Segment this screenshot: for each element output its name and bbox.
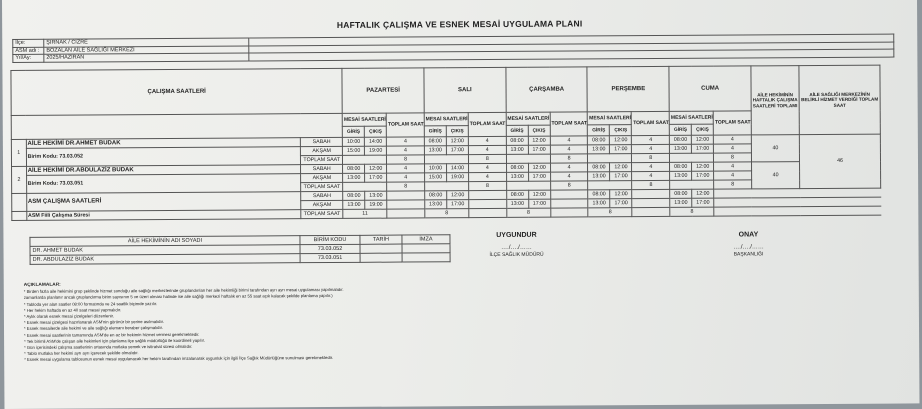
- header-mesai-saatleri: MESAİ SAATLERİ: [669, 111, 713, 124]
- sabah-total: 4: [387, 137, 425, 146]
- asm-day-total: 8: [588, 208, 632, 217]
- sabah-giris: 08:00: [670, 135, 692, 144]
- asm-gap: [752, 206, 881, 216]
- header-toplam-saat: TOPLAM SAAT: [713, 111, 751, 135]
- date-cell: [360, 244, 402, 253]
- doctor-signature-table: [29, 234, 450, 265]
- header-weekly-total: AİLE HEKİMİNİN HAFTALIK ÇALIŞMA SAATLERİ TOPLAMI: [751, 66, 800, 135]
- sabah-label: SABAH: [301, 164, 343, 173]
- header-day: ÇARŞAMBA: [506, 67, 588, 112]
- asm-day-total: 11: [343, 209, 387, 218]
- il-label: İlçe:: [13, 39, 44, 47]
- asm-gap: [632, 198, 670, 207]
- doctor-weekly-total: 40: [751, 135, 799, 162]
- sabah-cikis: 12:00: [446, 137, 468, 146]
- asm-weekly-total: 46: [799, 134, 880, 188]
- day-total: 8: [469, 181, 507, 190]
- toplam-label: TOPLAM SAAT: [301, 182, 343, 191]
- asm-gap: [714, 189, 752, 198]
- header-toplam-saat: TOPLAM SAAT: [468, 112, 506, 136]
- aksam-cikis: 17:00: [610, 172, 632, 181]
- sign-cell: [402, 253, 450, 262]
- day-blank: [343, 155, 387, 164]
- sabah-label: SABAH: [301, 137, 343, 146]
- sabah-total: 4: [468, 163, 506, 172]
- day-blank: [425, 182, 469, 191]
- sabah-giris: 08:00: [506, 136, 528, 145]
- asm-gap: [632, 189, 670, 198]
- day-total: 8: [468, 154, 506, 163]
- approval-onay-title: BAŞKANLIĞI: [733, 251, 764, 258]
- yil-label: Yıl/Ay:: [13, 54, 44, 62]
- doctor-name: DR. AHMET BUDAK: [30, 245, 300, 256]
- approval-onay-date: …./…./……: [733, 244, 764, 251]
- header-cikis: ÇIKIŞ: [364, 126, 386, 137]
- note-item: * Esnek mesailerde aile hekimi ve aile sağlığı elemanı beraber çalışmalıdır.: [23, 325, 163, 332]
- asm-sabah-cikis: 12:00: [528, 190, 550, 199]
- asm-sabah-cikis: 12:00: [610, 190, 632, 199]
- day-total: 8: [387, 182, 425, 191]
- aksam-giris: 13:00: [588, 145, 610, 154]
- asm-gap: [387, 191, 425, 200]
- header-calisma-saatleri: ÇALIŞMA SAATLERİ: [11, 68, 342, 115]
- note-item: * Tek birimli ASM'de çalışan aile hekimleri için planlama ilçe sağlık müdürlüğü ile koordineli yapılır.: [24, 337, 205, 344]
- aksam-cikis: 17:00: [446, 146, 468, 155]
- asm-aksam-giris: 13:00: [425, 200, 447, 209]
- doctor-name: DR. ABDULAZİZ BUDAK: [30, 254, 300, 265]
- day-total: 8: [387, 155, 425, 164]
- doctor-unit-code: Birim Kodu: 73.03.052: [26, 147, 301, 167]
- notes-heading: AÇIKLAMALAR:: [23, 282, 61, 288]
- sabah-cikis: 12:00: [692, 135, 714, 144]
- header-cikis: ÇIKIŞ: [691, 124, 713, 135]
- date-cell: [360, 253, 402, 262]
- doctor-name: AİLE HEKİMİ DR.AHMET BUDAK: [26, 138, 301, 149]
- sabah-giris: 10:00: [424, 164, 446, 173]
- header-giris: GİRİŞ: [506, 125, 528, 136]
- sabah-cikis: 12:00: [610, 136, 632, 145]
- aksam-cikis: 17:00: [528, 172, 550, 181]
- aksam-total: 4: [387, 146, 425, 155]
- aksam-giris: 15:00: [425, 173, 447, 182]
- asm-gap: [632, 207, 670, 216]
- sabah-total: 4: [550, 136, 588, 145]
- names-header-sign: İMZA: [402, 235, 450, 244]
- sabah-cikis: 12:00: [692, 162, 714, 171]
- asm-gap: [469, 208, 507, 217]
- toplam-label: TOPLAM SAAT: [301, 155, 343, 164]
- day-blank: [588, 154, 632, 163]
- asm-aksam-cikis: 19:00: [365, 200, 387, 209]
- header-cikis: ÇIKIŞ: [446, 126, 468, 137]
- day-total: 8: [714, 180, 752, 189]
- day-total: 8: [714, 153, 752, 162]
- aksam-cikis: 19:00: [365, 146, 387, 155]
- approval-ilce-head: UYGUNDUR: [496, 231, 537, 239]
- aksam-total: 4: [550, 145, 588, 154]
- sign-cell: [402, 244, 450, 253]
- asm-fiili: ASM Fiili Çalışma Süresi: [26, 210, 301, 221]
- note-item: * Esnek mesai saatlerinin tamamında ASM'de en az bir hekimin hizmet vermesi gerekmektedir.: [24, 331, 200, 338]
- day-total: 8: [632, 153, 670, 162]
- aksam-giris: 15:00: [343, 146, 365, 155]
- header-giris: GİRİŞ: [424, 126, 446, 137]
- asm-day-total: 8: [670, 207, 714, 216]
- sabah-giris: 08:00: [343, 164, 365, 173]
- asm-gap: [714, 207, 752, 216]
- sabah-total: 4: [632, 135, 670, 144]
- day-blank: [670, 180, 714, 189]
- header-mesai-saatleri: MESAİ SAATLERİ: [424, 113, 468, 126]
- sabah-total: 4: [550, 163, 588, 172]
- schedule-table: [10, 65, 881, 221]
- header-giris: GİRİŞ: [342, 126, 364, 137]
- asm-sabah-giris: 08:00: [425, 191, 447, 200]
- asm-gap: [550, 199, 588, 208]
- day-blank: [424, 155, 468, 164]
- header-toplam-saat: TOPLAM SAAT: [632, 111, 670, 135]
- asm-aksam-cikis: 17:00: [610, 199, 632, 208]
- asm-aksam-cikis: 17:00: [447, 200, 469, 209]
- asm-toplam-label: TOPLAM SAAT: [301, 209, 343, 218]
- doctor-name: AİLE HEKİMİ DR.ABDULAZİZ BUDAK: [26, 165, 301, 176]
- sabah-cikis: 12:00: [365, 164, 387, 173]
- table-row: [30, 253, 450, 265]
- asm-name: ASM ÇALIŞMA SAATLERİ: [26, 192, 301, 212]
- document-page: [2, 0, 919, 409]
- sabah-cikis: 12:00: [610, 163, 632, 172]
- asm-day-total: 8: [506, 208, 550, 217]
- asm-sabah-giris: 08:00: [588, 190, 610, 199]
- aksam-cikis: 17:00: [365, 173, 387, 182]
- asm-gap: [469, 199, 507, 208]
- sabah-total: 4: [714, 162, 752, 171]
- doctor-no: 2: [12, 166, 27, 193]
- aksam-total: 4: [632, 171, 670, 180]
- note-item: * Esnek mesai çizelgesi hazırlanarak ASM'nin görünür bir yerine asılmalıdır.: [23, 319, 164, 326]
- aksam-giris: 13:00: [506, 172, 528, 181]
- aksam-cikis: 17:00: [528, 145, 550, 154]
- day-blank: [670, 153, 714, 162]
- sabah-total: 4: [387, 164, 425, 173]
- asm-aksam-giris: 13:00: [670, 198, 692, 207]
- asm-gap: [469, 190, 507, 199]
- aksam-total: 4: [714, 144, 752, 153]
- aksam-total: 4: [468, 145, 506, 154]
- aksam-cikis: 17:00: [692, 144, 714, 153]
- aksam-total: 4: [469, 172, 507, 181]
- names-header-code: BİRİM KODU: [300, 235, 360, 244]
- sabah-cikis: 12:00: [528, 163, 550, 172]
- sabah-cikis: 14:00: [446, 164, 468, 173]
- sabah-giris: 08:00: [588, 136, 610, 145]
- note-item: * Tablo mutlaka her hekimi ayrı ayrı içerecek şekilde olmalıdır.: [24, 350, 139, 357]
- asm-aksam-giris: 13:00: [506, 199, 528, 208]
- sabah-giris: 08:00: [506, 163, 528, 172]
- asm-aksam-label: AKŞAM: [301, 200, 343, 209]
- asm-sabah-cikis: 12:00: [692, 189, 714, 198]
- approval-ilce-title: İLÇE SAĞLIK MÜDÜRÜ: [489, 251, 544, 259]
- asm-blank: [12, 193, 27, 211]
- aksam-label: AKŞAM: [301, 146, 343, 155]
- header-day: SALI: [424, 67, 506, 112]
- day-blank: [343, 182, 387, 191]
- aksam-giris: 13:00: [670, 144, 692, 153]
- doctor-code: 73.03.051: [300, 253, 360, 262]
- info-table: [12, 34, 894, 63]
- note-item: zamanlarda planlanır ancak gruplandırma birim sayısının 5 ve üzeri olması halinde ise aile sağlığı merkezi haftalık en az 55 saat açık kalacak şekilde planlama yapılır.): [23, 293, 333, 301]
- asm-sabah-label: SABAH: [301, 191, 343, 200]
- approval-onay-head: ONAY: [738, 231, 759, 239]
- asm-label: ASM adı :: [13, 47, 44, 55]
- aksam-total: 4: [387, 173, 425, 182]
- asm-value: BOZALAN AİLE SAĞLIĞI MERKEZİ: [44, 45, 249, 54]
- sabah-giris: 08:00: [588, 163, 610, 172]
- approval-ilce-date: …./…./……: [501, 244, 532, 251]
- day-blank: [506, 181, 550, 190]
- doctor-no: 1: [11, 139, 26, 166]
- notes-section: [24, 277, 904, 363]
- header-day: PAZARTESİ: [342, 68, 424, 113]
- asm-day-total: 8: [425, 209, 469, 218]
- note-item: * Her hekim haftada en az 40 saat mesai yapmalıdır.: [23, 307, 122, 313]
- sabah-cikis: 14:00: [365, 137, 387, 146]
- aksam-giris: 13:00: [588, 172, 610, 181]
- asm-aksam-giris: 13:00: [588, 199, 610, 208]
- approval-onay: [693, 231, 803, 258]
- sabah-giris: 10:00: [343, 137, 365, 146]
- doctor-code: 73.03.052: [300, 244, 360, 253]
- asm-sabah-giris: 08:00: [506, 190, 528, 199]
- il-value: ŞIRNAK / CİZRE: [44, 38, 249, 47]
- sabah-cikis: 12:00: [528, 136, 550, 145]
- header-asm-total: AİLE SAĞLIĞI MERKEZİNİN BELİRLİ HİZMET VERDİĞİ TOPLAM SAAT: [799, 65, 880, 134]
- asm-gap: [714, 198, 752, 207]
- sabah-total: 4: [632, 162, 670, 171]
- header-mesai-saatleri: MESAİ SAATLERİ: [588, 112, 632, 125]
- header-day: PERŞEMBE: [587, 66, 669, 111]
- aksam-cikis: 17:00: [692, 171, 714, 180]
- doctor-unit-code: Birim Kodu: 73.03.051: [26, 174, 301, 194]
- asm-gap: [752, 189, 800, 198]
- asm-aksam-giris: 13:00: [343, 200, 365, 209]
- aksam-total: 4: [550, 172, 588, 181]
- asm-sabah-cikis: 12:00: [447, 191, 469, 200]
- note-item: * Esnek mesai uygulama tablosunun esnek mesai uygulanacak her hekim tarafından imzalanarak uygunluk için ilgili İlçe Sağlık Müdürlüğüne sunulması gerekmektedir.: [24, 355, 334, 363]
- header-mesai-saatleri: MESAİ SAATLERİ: [506, 112, 550, 125]
- names-header-name: AİLE HEKİMİNİN ADI SOYADI: [30, 236, 300, 247]
- aksam-label: AKŞAM: [301, 173, 343, 182]
- day-blank: [506, 154, 550, 163]
- sabah-giris: 08:00: [424, 137, 446, 146]
- header-toplam-saat: TOPLAM SAAT: [386, 113, 424, 137]
- day-total: 8: [632, 180, 670, 189]
- aksam-giris: 13:00: [506, 145, 528, 154]
- aksam-total: 4: [714, 171, 752, 180]
- aksam-giris: 13:00: [424, 146, 446, 155]
- asm-aksam-cikis: 17:00: [528, 199, 550, 208]
- asm-sabah-giris: 08:00: [343, 191, 365, 200]
- header-cikis: ÇIKIŞ: [528, 125, 550, 136]
- yil-value: 2025/HAZİRAN: [44, 53, 249, 62]
- asm-gap: [387, 200, 425, 209]
- header-giris: GİRİŞ: [588, 125, 610, 136]
- header-mesai-saatleri: MESAİ SAATLERİ: [342, 113, 386, 126]
- aksam-cikis: 19:00: [447, 173, 469, 182]
- header-cikis: ÇIKIŞ: [610, 125, 632, 136]
- asm-blank: [12, 211, 27, 220]
- aksam-giris: 13:00: [343, 173, 365, 182]
- asm-sabah-cikis: 13:00: [365, 191, 387, 200]
- aksam-cikis: 17:00: [610, 145, 632, 154]
- sabah-giris: 08:00: [670, 162, 692, 171]
- asm-gap: [550, 190, 588, 199]
- sabah-total: 4: [468, 136, 506, 145]
- asm-gap: [550, 208, 588, 217]
- note-item: * Gün içerisindeki çalışma saatlerinin ortasında mutlaka yemek ve istirahat süresi olmalıdır.: [24, 343, 193, 350]
- approval-ilce: [461, 232, 571, 259]
- note-item: * Birden fazla aile hekimini grup şeklinde hizmet sunduğu aile sağlığı merkezlerinde gruplandırılan her aile hekimliği birimi tarafından ayrı ayrı mesai uygulaması yapılmalıdır.: [23, 287, 344, 295]
- note-item: * Aylık olarak esnek mesai çizelgeleri düzenlenir.: [23, 313, 114, 319]
- asm-gap: [387, 209, 425, 218]
- doctor-weekly-total: 40: [751, 162, 799, 189]
- header-giris: GİRİŞ: [669, 124, 691, 135]
- day-blank: [588, 181, 632, 190]
- names-header-date: TARİH: [360, 235, 402, 244]
- day-total: 8: [550, 181, 588, 190]
- aksam-giris: 13:00: [670, 171, 692, 180]
- document-title: HAFTALIK ÇALIŞMA VE ESNEK MESAİ UYGULAMA PLANI: [336, 18, 583, 30]
- asm-sabah-giris: 08:00: [670, 189, 692, 198]
- day-total: 8: [550, 154, 588, 163]
- aksam-total: 4: [632, 144, 670, 153]
- asm-aksam-cikis: 17:00: [692, 198, 714, 207]
- header-blank: [11, 113, 342, 139]
- header-day: CUMA: [669, 66, 751, 111]
- sabah-total: 4: [714, 135, 752, 144]
- note-item: * Tabloda yer alan saatler 08:00 formatında ve 24 saatlik biçimde yazılır.: [23, 300, 158, 307]
- header-toplam-saat: TOPLAM SAAT: [550, 112, 588, 136]
